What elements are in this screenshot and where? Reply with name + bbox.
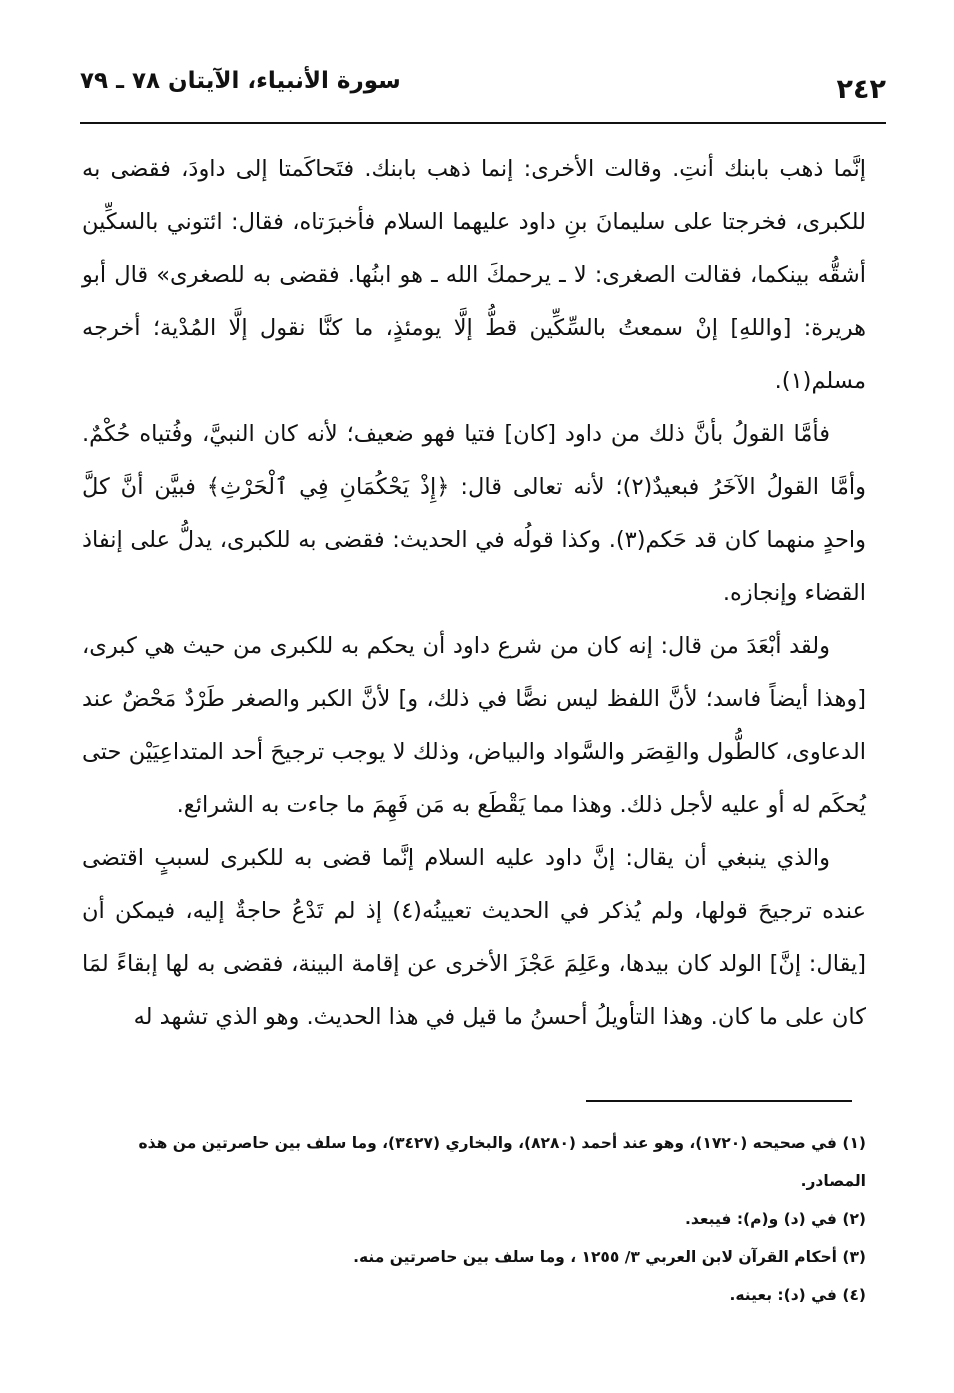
paragraph-1: إنَّما ذهب بابنك أنتِ. وقالت الأخرى: إنما ذهب بابنك. فتَحاكَمتا إلى داودَ، فقضى به للكبرى، فخرجتا على سليمانَ بنِ داود عليهما السلام فأخبرَتاه، فقال: ائتوني بالسكِّين أشقُّه بينكما، فقالت الصغرى: لا ـ يرحمكَ الله ـ هو ابنُها. فقضى به للصغرى» قال أبو هريرة: [واللهِ] إنْ سمعتُ بالسِّكِّين قطُّ إلَّا يومئذٍ، ما كنَّا نقول إلَّا المُدْية؛ أخرجه مسلم(١). bbox=[82, 156, 866, 394]
running-head: سورة الأنبياء، الآيتان ٧٨ ـ ٧٩ bbox=[80, 68, 401, 94]
paragraph-3: ولقد أبْعَدَ من قال: إنه كان من شرع داود أن يحكم به للكبرى من حيث هي كبرى، [وهذا أيضاً فاسد؛ لأنَّ اللفظ ليس نصًّا في ذلك، و] لأنَّ الكبر والصغر طَرْدٌ مَحْضٌ عند الدعاوى، كالطُّول والقِصَر والسَّواد والبياض، وذلك لا يوجب ترجيحَ أحد المتداعِيَيْن حتى يُحكَم له أو عليه لأجل ذلك. وهذا مما يَقْطَع به مَن فَهِمَ ما جاءت به الشرائع. bbox=[82, 633, 866, 818]
header-rule bbox=[80, 122, 886, 124]
footnote-4: (٤) في (د): بعينه. bbox=[729, 1286, 866, 1304]
footnote-1: (١) في صحيحه (١٧٢٠)، وهو عند أحمد (٨٢٨٠)، والبخاري (٣٤٢٧)، وما سلف بين حاصرتين من هذه المصادر. bbox=[138, 1134, 866, 1190]
footnote-3: (٣) أحكام القرآن لابن العربي ٣/ ١٢٥٥ ، وما سلف بين حاصرتين منه. bbox=[353, 1248, 866, 1266]
footnote-2: (٢) في (د) و(م): فيبعد. bbox=[685, 1210, 866, 1228]
page-header bbox=[80, 62, 886, 124]
footnote-separator bbox=[586, 1100, 852, 1102]
main-text bbox=[82, 143, 866, 1044]
paragraph-2: فأمَّا القولُ بأنَّ ذلك من داود [كان] فتيا فهو ضعيف؛ لأنه كان النبيَّ، وفُتياه حُكْمٌ. وأمَّا القولُ الآخَرُ فبعيدٌ(٢)؛ لأنه تعالى قال: ﴿إِذْ يَحْكُمَانِ فِي ٱلْحَرْثِ﴾ فبيَّن أنَّ كلَّ واحدٍ منهما كان قد حَكم(٣). وكذا قولُه في الحديث: فقضى به للكبرى، يدلُّ على إنفاذ القضاء وإنجازه. bbox=[82, 421, 866, 606]
paragraph-4: والذي ينبغي أن يقال: إنَّ داود عليه السلام إنَّما قضى به للكبرى لسببٍ اقتضى عنده ترجيحَ قولها، ولم يُذكر في الحديث تعيينُه(٤) إذ لم تَدْعُ حاجةٌ إليه، فيمكن أن [يقال: إنَّ] الولد كان بيدها، وعَلِمَ عَجْزَ الأخرى عن إقامة البينة، فقضى به لها إبقاءً لمَا كان على ما كان. وهذا التأويلُ أحسنُ ما قيل في هذا الحديث. وهو الذي تشهد له bbox=[82, 845, 866, 1030]
page-number: ٢٤٢ bbox=[836, 74, 886, 105]
footnotes bbox=[82, 1124, 866, 1314]
